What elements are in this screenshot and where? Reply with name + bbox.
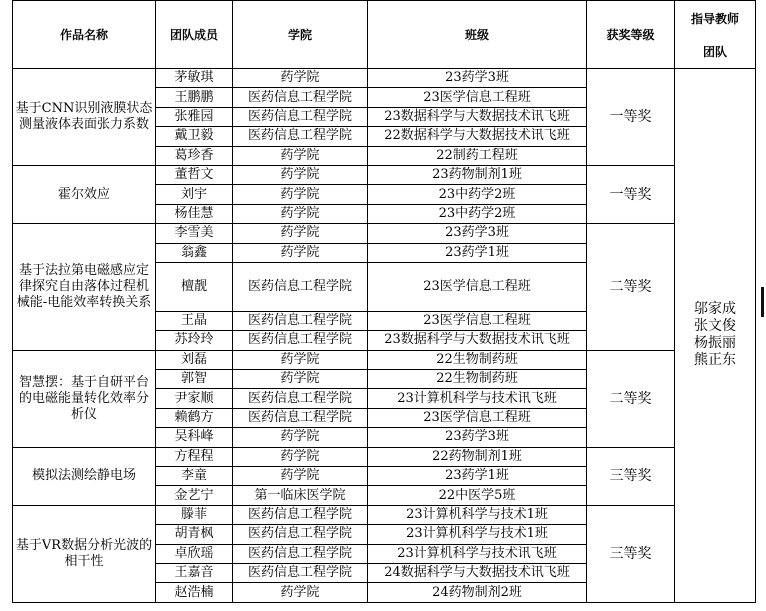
member-class: 23医学信息工程班 <box>368 408 587 427</box>
awards-table <box>12 0 756 603</box>
award-level: 三等奖 <box>587 505 675 602</box>
header-row <box>13 1 756 69</box>
member-class: 24数据科学与大数据技术讯飞班 <box>368 563 587 582</box>
member-class: 23计算机科学与技术1班 <box>368 525 587 544</box>
member-class: 23药学3班 <box>368 69 587 88</box>
member-name: 张雅园 <box>156 107 233 126</box>
project-title: 基于法拉第电磁感应定律探究自由落体过程机械能-电能效率转换关系 <box>13 224 156 351</box>
member-class: 23医学信息工程班 <box>368 88 587 107</box>
member-college: 药学院 <box>233 428 368 447</box>
member-name: 赖鹤方 <box>156 408 233 427</box>
member-college: 药学院 <box>233 243 368 262</box>
member-class: 23药物制剂1班 <box>368 165 587 184</box>
member-name: 刘磊 <box>156 350 233 369</box>
member-college: 医药信息工程学院 <box>233 408 368 427</box>
member-name: 苏玲玲 <box>156 331 233 350</box>
header-team-members: 团队成员 <box>156 1 233 69</box>
member-class: 23药学3班 <box>368 224 587 243</box>
header-advisor-line2: 团队 <box>702 44 727 59</box>
member-name: 王嘉音 <box>156 563 233 582</box>
member-name: 尹家顺 <box>156 389 233 408</box>
member-class: 23数据科学与大数据技术讯飞班 <box>368 107 587 126</box>
member-class: 22生物制药班 <box>368 350 587 369</box>
header-advisor-team <box>675 1 756 69</box>
member-class: 23计算机科学与技术1班 <box>368 505 587 524</box>
member-college: 医药信息工程学院 <box>233 505 368 524</box>
advisor-name: 杨振丽 <box>694 335 736 352</box>
award-level: 一等奖 <box>587 165 675 223</box>
member-name: 李雪美 <box>156 224 233 243</box>
table-row <box>13 165 756 184</box>
member-name: 赵浩楠 <box>156 583 233 602</box>
award-level: 二等奖 <box>587 224 675 351</box>
member-class: 22制药工程班 <box>368 146 587 165</box>
member-class: 24药物制剂2班 <box>368 583 587 602</box>
member-college: 医药信息工程学院 <box>233 544 368 563</box>
member-college: 医药信息工程学院 <box>233 127 368 146</box>
project-title: 霍尔效应 <box>13 165 156 223</box>
header-award-level: 获奖等级 <box>587 1 675 69</box>
table-row <box>13 505 756 524</box>
member-class: 23计算机科学与技术讯飞班 <box>368 544 587 563</box>
member-name: 茅敏琪 <box>156 69 233 88</box>
member-college: 药学院 <box>233 467 368 486</box>
member-class: 23医学信息工程班 <box>368 262 587 311</box>
header-project-name: 作品名称 <box>13 1 156 69</box>
table-row <box>13 447 756 466</box>
awards-body <box>13 69 756 603</box>
member-name: 郭智 <box>156 370 233 389</box>
member-name: 方程程 <box>156 447 233 466</box>
header-class: 班级 <box>368 1 587 69</box>
member-college: 药学院 <box>233 350 368 369</box>
member-name: 胡青枫 <box>156 525 233 544</box>
member-name: 滕菲 <box>156 505 233 524</box>
member-college: 医药信息工程学院 <box>233 525 368 544</box>
member-class: 22药物制剂1班 <box>368 447 587 466</box>
table-row <box>13 224 756 243</box>
member-name: 王鹏鹏 <box>156 88 233 107</box>
table-row <box>13 69 756 88</box>
member-name: 吴科峰 <box>156 428 233 447</box>
page-edge-mark <box>761 287 764 317</box>
advisor-name: 邬家成 <box>694 301 736 318</box>
member-college: 医药信息工程学院 <box>233 88 368 107</box>
member-class: 22数据科学与大数据技术讯飞班 <box>368 127 587 146</box>
member-college: 医药信息工程学院 <box>233 331 368 350</box>
award-level: 三等奖 <box>587 447 675 505</box>
member-class: 22生物制药班 <box>368 370 587 389</box>
advisor-team-cell <box>675 69 756 603</box>
award-level: 二等奖 <box>587 350 675 447</box>
project-title: 基于VR数据分析光波的相干性 <box>13 505 156 602</box>
member-class: 22中医学5班 <box>368 486 587 505</box>
project-title: 模拟法测绘静电场 <box>13 447 156 505</box>
header-advisor-line1: 指导教师 <box>690 11 739 26</box>
advisor-name: 张文俊 <box>694 318 736 335</box>
member-name: 檀靓 <box>156 262 233 311</box>
member-college: 第一临床医学院 <box>233 486 368 505</box>
member-class: 23中药学2班 <box>368 185 587 204</box>
member-college: 药学院 <box>233 69 368 88</box>
member-college: 药学院 <box>233 204 368 223</box>
member-name: 杨佳慧 <box>156 204 233 223</box>
advisor-name: 熊正东 <box>694 352 736 369</box>
member-name: 金艺宁 <box>156 486 233 505</box>
member-class: 23药学1班 <box>368 243 587 262</box>
table-row <box>13 350 756 369</box>
member-name: 翁鑫 <box>156 243 233 262</box>
member-name: 董哲文 <box>156 165 233 184</box>
member-college: 医药信息工程学院 <box>233 107 368 126</box>
member-college: 药学院 <box>233 146 368 165</box>
member-college: 药学院 <box>233 370 368 389</box>
project-title: 智慧摆：基于自研平台的电磁能量转化效率分析仪 <box>13 350 156 447</box>
member-college: 医药信息工程学院 <box>233 563 368 582</box>
header-college: 学院 <box>233 1 368 69</box>
member-name: 葛珍香 <box>156 146 233 165</box>
member-college: 医药信息工程学院 <box>233 311 368 330</box>
member-class: 23药学1班 <box>368 467 587 486</box>
member-college: 医药信息工程学院 <box>233 389 368 408</box>
member-college: 药学院 <box>233 165 368 184</box>
member-name: 王晶 <box>156 311 233 330</box>
member-college: 药学院 <box>233 447 368 466</box>
member-name: 戴卫毅 <box>156 127 233 146</box>
member-college: 药学院 <box>233 185 368 204</box>
member-college: 药学院 <box>233 583 368 602</box>
member-college: 药学院 <box>233 224 368 243</box>
member-class: 23数据科学与大数据技术讯飞班 <box>368 331 587 350</box>
award-level: 一等奖 <box>587 69 675 166</box>
member-class: 23医学信息工程班 <box>368 311 587 330</box>
member-name: 卓欣瑶 <box>156 544 233 563</box>
project-title: 基于CNN识别液膜状态测量液体表面张力系数 <box>13 69 156 166</box>
member-name: 刘宇 <box>156 185 233 204</box>
member-class: 23计算机科学与技术讯飞班 <box>368 389 587 408</box>
member-college: 医药信息工程学院 <box>233 262 368 311</box>
member-class: 23中药学2班 <box>368 204 587 223</box>
member-class: 23药学3班 <box>368 428 587 447</box>
member-name: 李童 <box>156 467 233 486</box>
